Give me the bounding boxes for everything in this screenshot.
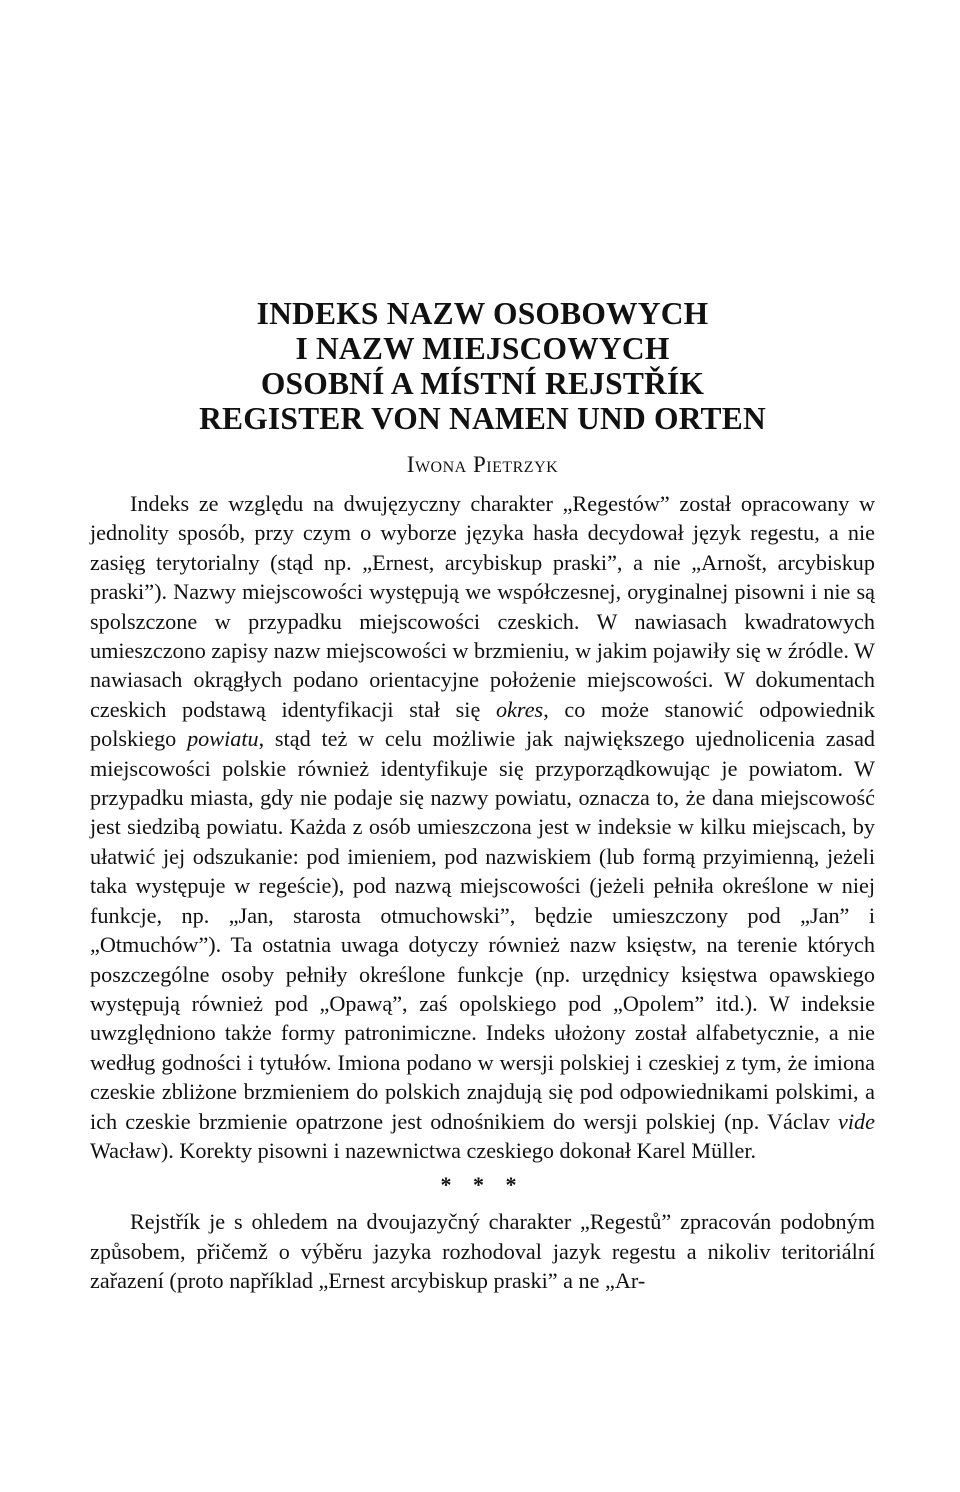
author-name: Iwona Pietrzyk bbox=[406, 452, 559, 477]
intro-text-2: , co może stanowić odpowiednik polskiego bbox=[90, 696, 876, 752]
title-line-4: REGISTER VON NAMEN UND ORTEN bbox=[199, 401, 766, 436]
czech-paragraph: Rejstřík je s ohledem na dvoujazyčný charakter „Regestů” zpracován podobným způsobem, přičemž o výběru jazyka rozhodoval jazyk regestu a nikoliv teritoriální zařazení (proto například „Ernest arcybiskup praski” a ne „Ar- bbox=[90, 1209, 875, 1294]
term-vide: vide bbox=[838, 1108, 875, 1134]
section-separator: * * * bbox=[440, 1172, 525, 1198]
title-block bbox=[90, 296, 875, 436]
intro-text-4: Wacław). Korekty pisowni i nazewnictwa czeskiego dokonał Karel Müller. bbox=[90, 1137, 757, 1163]
term-powiatu: powiatu bbox=[187, 726, 259, 752]
title-line-3: OSOBNÍ A MÍSTNÍ REJSTŘÍK bbox=[260, 366, 705, 401]
intro-paragraph bbox=[90, 489, 875, 1165]
page-content bbox=[90, 296, 875, 1296]
title-line-1: INDEKS NAZW OSOBOWYCH bbox=[256, 296, 709, 331]
term-okres: okres bbox=[495, 696, 544, 722]
title-line-2: I NAZW MIEJSCOWYCH bbox=[295, 331, 670, 366]
intro-text-1: Indeks ze względu na dwujęzyczny charakter „Regestów” został opracowany w jednolity sposób, przy czym o wyborze języka hasła decydował język regestu, a nie zasięg terytorialny (stąd np. „Ernest, arcybiskup praski”, a nie „Arnošt, arcybiskup praski”). Nazwy miejscowości występują we współczesnej, oryginalnej pisowni i nie są spolszczone w przypadku miejscowości czeskich. W nawiasach kwadratowych umieszczono zapisy nazw miejscowości w brzmieniu, w jakim pojawiły się w źródle. W nawiasach okrągłych podano orientacyjne położenie miejscowości. W dokumentach czeskich podstawą identyfikacji stał się bbox=[90, 491, 875, 722]
intro-text-3: , stąd też w celu możliwie jak największego ujednolicenia zasad miejscowości polskie również identyfikuje się przyporządkowując je powiatom. W przypadku miasta, gdy nie podaje się nazwy powiatu, oznacza to, że dana miejscowość jest siedzibą powiatu. Każda z osób umieszczona jest w indeksie w kilku miejscach, by ułatwić jej odszukanie: pod imieniem, pod nazwiskiem (lub formą przyimienną, jeżeli taka występuje w regeście), pod nazwą miejscowości (jeżeli pełniła określone w niej funkcje, np. „Jan, starosta otmuchowski”, będzie umieszczony pod „Jan” i „Otmuchów”). Ta ostatnia uwaga dotyczy również nazw księstw, na terenie których poszczególne osoby pełniły określone funkcje (np. urzędnicy księstwa opawskiego występują również pod „Opawą”, zaś opolskiego pod „Opolem” itd.). W indeksie uwzględniono także formy patronimiczne. Indeks ułożony został alfabetycznie, a nie według godności i tytułów. Imiona podano w wersji polskiej i czeskiej z tym, że imiona czeskie zbliżone brzmieniem do polskich znajdują się pod odpowiednikami polskimi, a ich czeskie brzmienie opatrzone jest odnośnikiem do wersji polskiej (np. Václav bbox=[90, 726, 876, 1134]
